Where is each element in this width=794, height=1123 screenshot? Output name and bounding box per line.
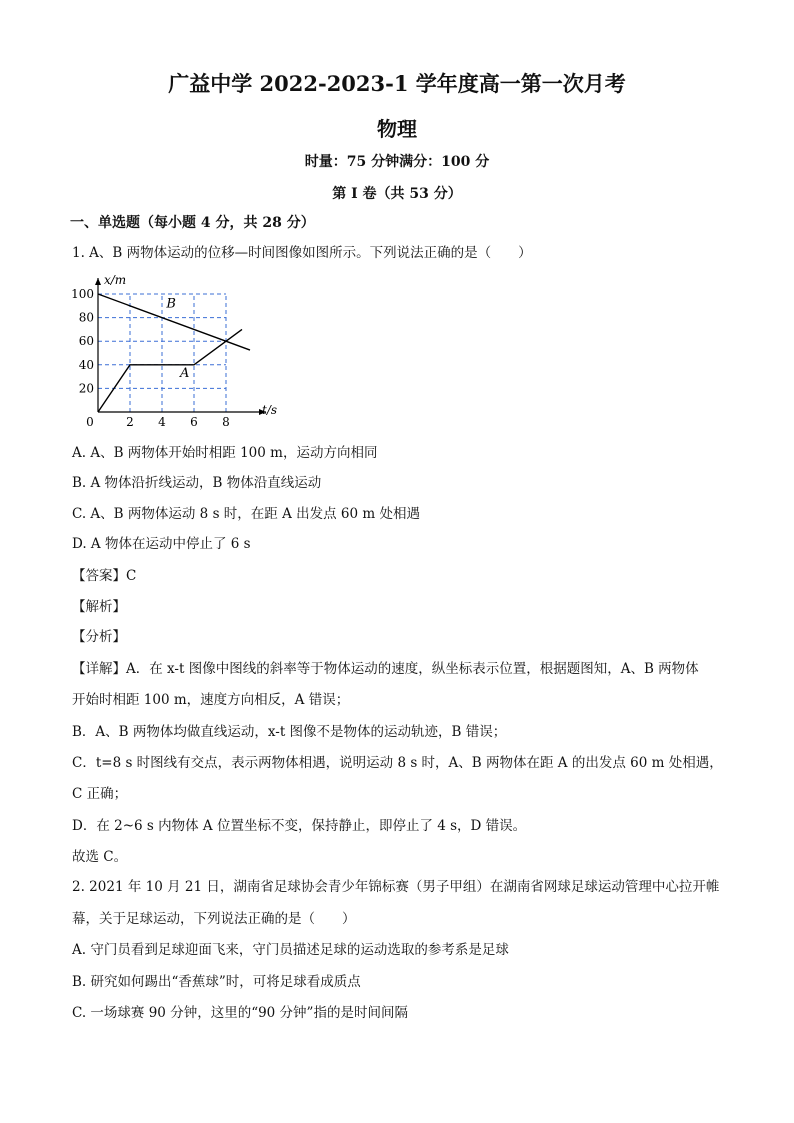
x-tick-label: 0 [86, 415, 94, 429]
q1-detail-line: B．A、B 两物体均做直线运动，x-t 图像不是物体的运动轨迹，B 错误； [72, 724, 507, 740]
q2-stem-line: 幕，关于足球运动，下列说法正确的是（ ） [72, 911, 356, 927]
x-tick-label: 8 [222, 415, 230, 429]
q1-detail-line: 开始时相距 100 m，速度方向相反，A 错误； [72, 692, 350, 708]
volume-title: 第 I 卷（共 53 分） [332, 186, 462, 202]
x-tick-label: 6 [190, 415, 198, 429]
q1-detail-line: C．t=8 s 时图线有交点，表示两物体相遇，说明运动 8 s 时，A、B 两物体在距 A 的出发点 60 m 处相遇， [72, 755, 723, 771]
y-tick-label: 20 [78, 381, 94, 396]
q1-detail-line: 【详解】A．在 x-t 图像中图线的斜率等于物体运动的速度，纵坐标表示位置，根据题图知，A、B 两物体 [72, 661, 699, 677]
x-tick-label: 4 [158, 415, 166, 429]
q1-stem: 1. A、B 两物体运动的位移—时间图像如图所示。下列说法正确的是（ ） [72, 245, 532, 261]
q1-option-b: B. A 物体沿折线运动，B 物体沿直线运动 [72, 475, 322, 491]
q1-fenxi-label: 【分析】 [72, 629, 126, 645]
chart-grid [98, 294, 226, 412]
y-axis-label: x/m [104, 273, 127, 287]
y-tick-label: 40 [78, 357, 94, 372]
exam-title: 广益中学 2022-2023-1 学年度高一第一次月考 [168, 71, 626, 96]
q1-option-d: D. A 物体在运动中停止了 6 s [72, 536, 251, 552]
q2-stem-line: 2. 2021 年 10 月 21 日，湖南省足球协会青少年锦标赛（男子甲组）在湖南省网球足球运动管理中心拉开帷 [72, 879, 720, 895]
xt-chart [68, 262, 278, 427]
x-tick-label: 2 [126, 415, 134, 429]
q1-option-c: C. A、B 两物体运动 8 s 时，在距 A 出发点 60 m 处相遇 [72, 506, 420, 522]
q2-option-a: A. 守门员看到足球迎面飞来，守门员描述足球的运动选取的参考系是足球 [72, 942, 509, 958]
y-tick-label: 80 [78, 310, 94, 325]
series-line-a [98, 329, 242, 412]
q1-option-a: A. A、B 两物体开始时相距 100 m，运动方向相同 [72, 445, 378, 461]
q1-detail-line: 故选 C。 [72, 849, 128, 865]
x-axis-label: t/s [262, 403, 278, 417]
y-tick-label: 60 [78, 334, 94, 349]
q1-detail-line: C 正确； [72, 786, 128, 802]
q2-option-c: C. 一场球赛 90 分钟，这里的“90 分钟”指的是时间间隔 [72, 1005, 408, 1021]
q1-detail-line: D．在 2~6 s 内物体 A 位置坐标不变，保持静止，即停止了 4 s，D 错误。 [72, 818, 527, 834]
subject-title: 物理 [377, 117, 417, 141]
chart-series [98, 294, 250, 412]
q1-answer: 【答案】C [72, 568, 137, 584]
q2-option-b: B. 研究如何踢出“香蕉球”时，可将足球看成质点 [72, 974, 361, 990]
series-label-a: A [180, 365, 190, 381]
exam-meta: 时量：75 分钟满分：100 分 [304, 154, 490, 170]
q1-jiexi-label: 【解析】 [72, 599, 126, 615]
y-tick-label: 100 [71, 287, 94, 301]
section-heading: 一、单选题（每小题 4 分，共 28 分） [70, 215, 315, 231]
y-axis-arrow [95, 278, 101, 285]
series-label-b: B [166, 296, 176, 312]
